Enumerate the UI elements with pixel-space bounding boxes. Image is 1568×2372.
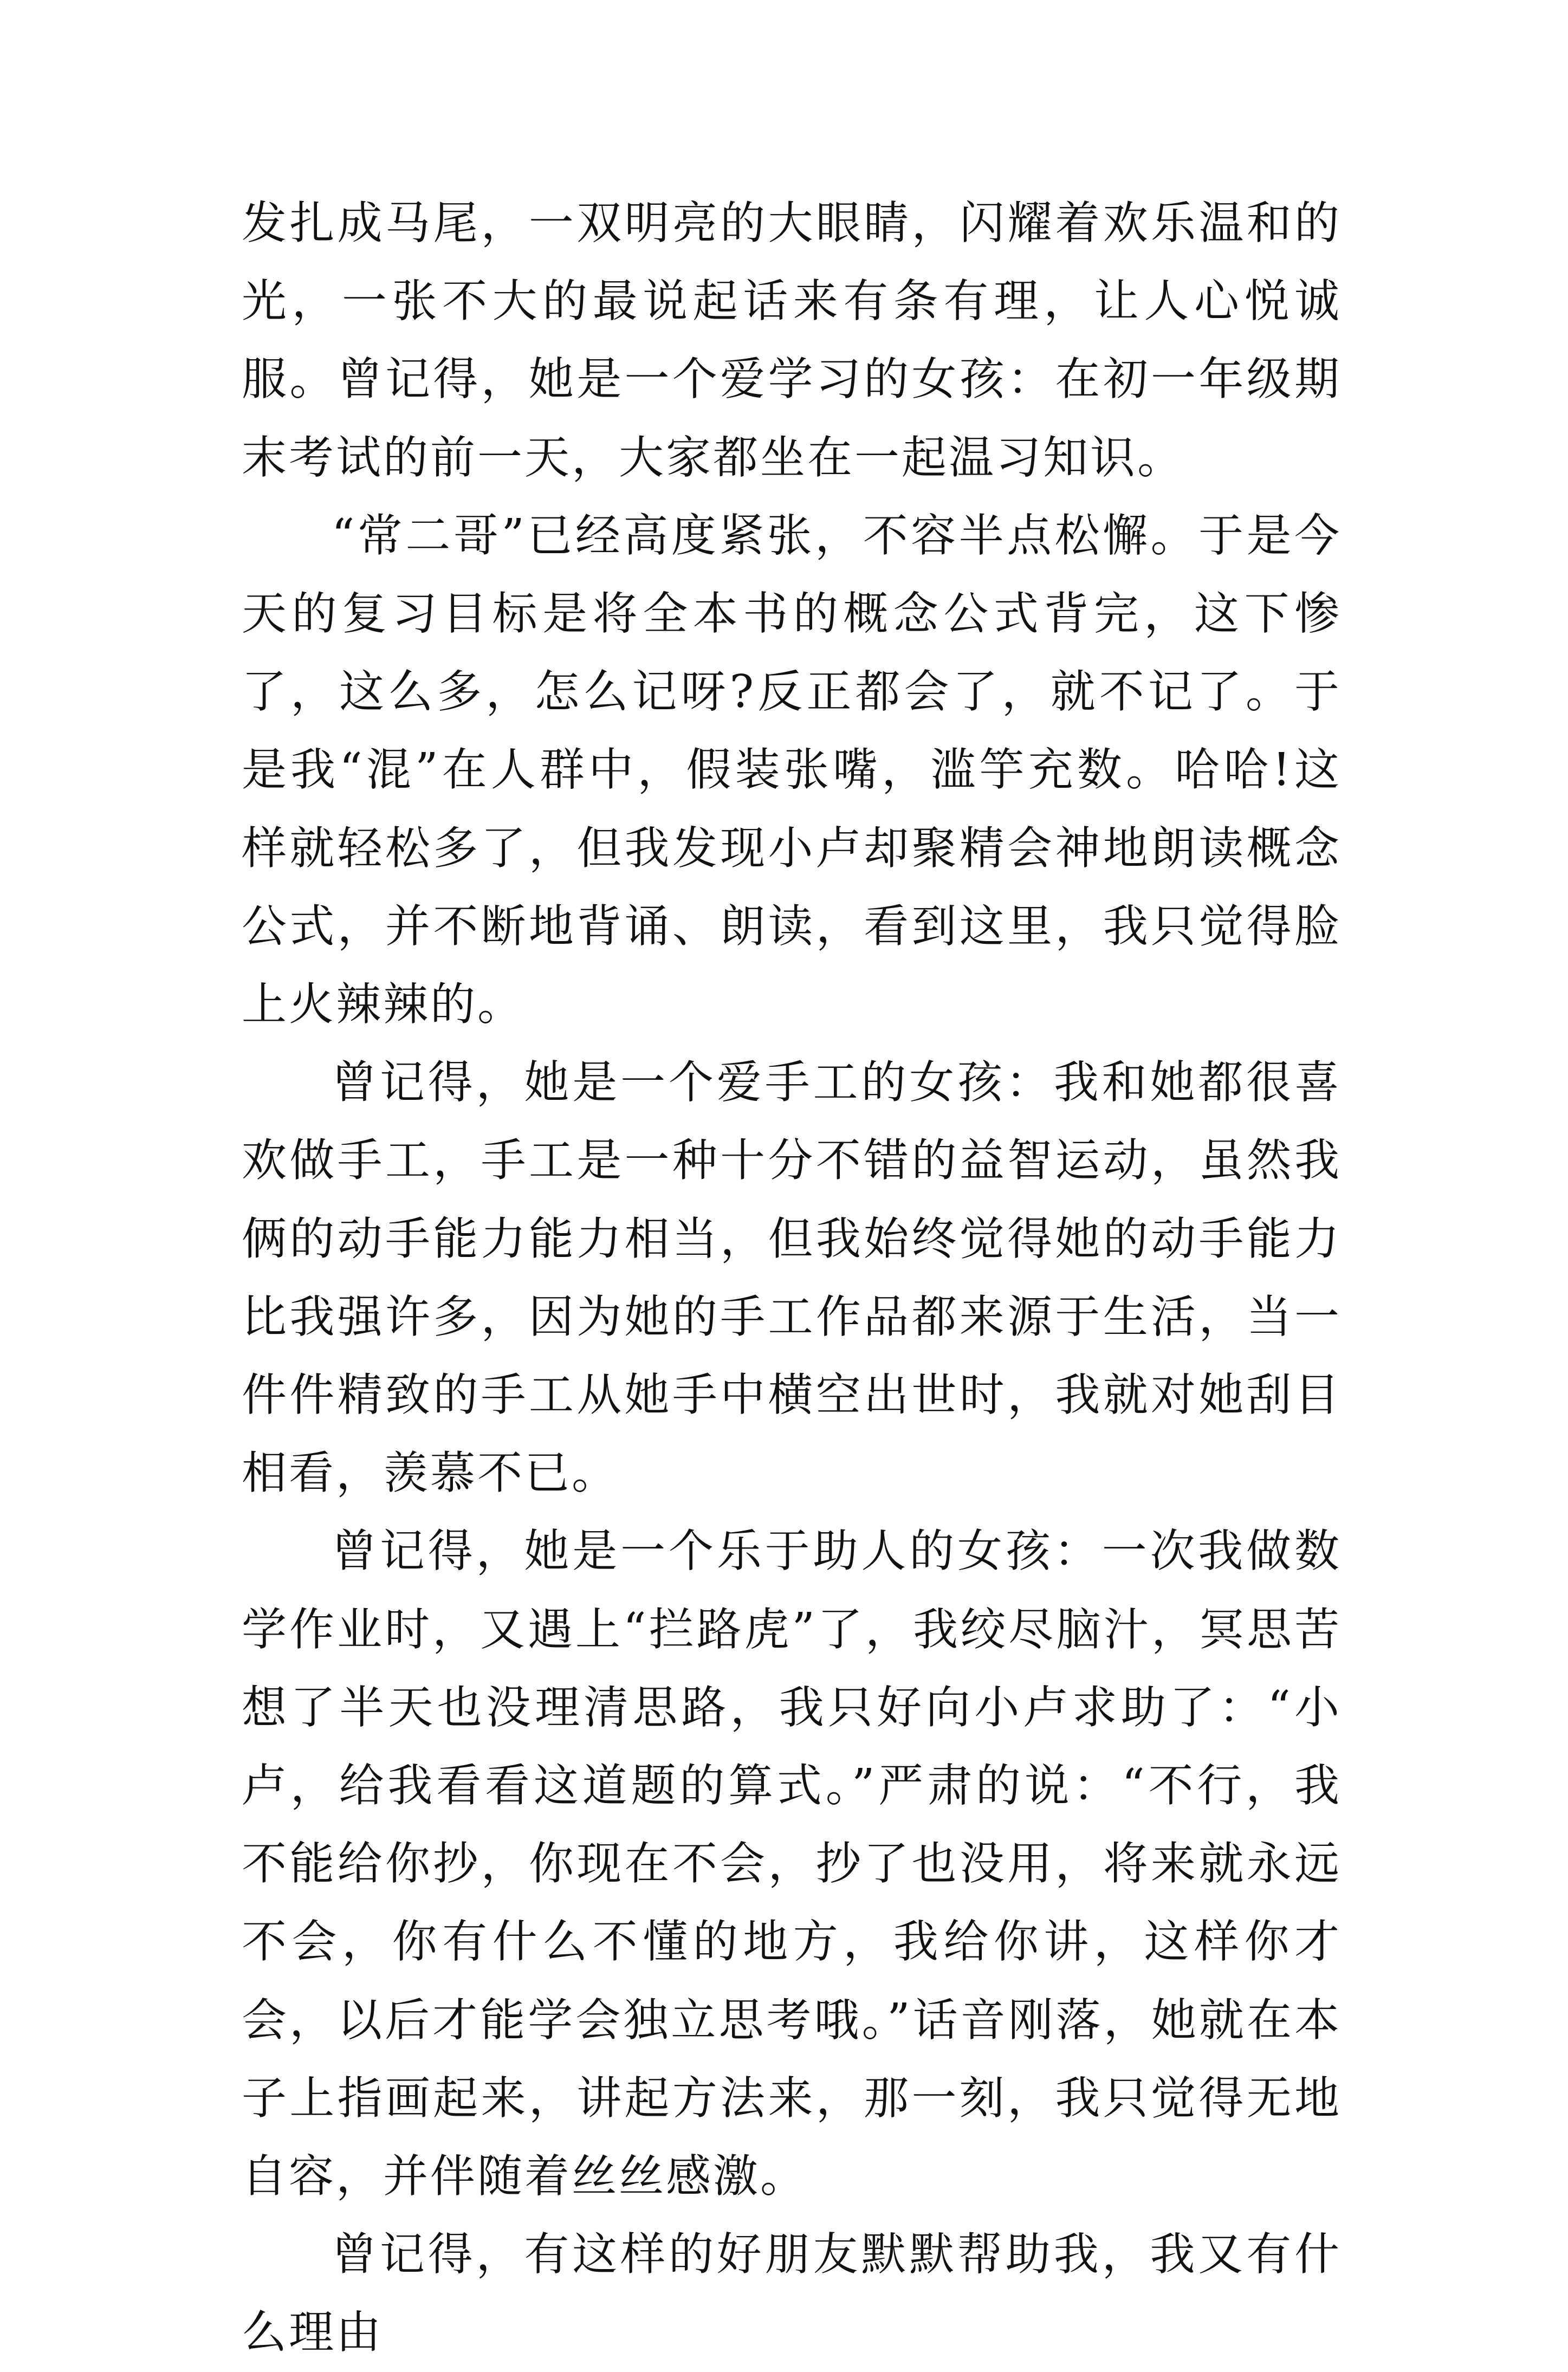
- paragraph-4: 曾记得，她是一个乐于助人的女孩：一次我做数学作业时，又遇上“拦路虎”了，我绞尽脑汁，冥思苦想了半天也没理清思路，我只好向小卢求助了：“小卢，给我看看这道题的算式。”严肃的说：“不行，我不能给你抄，你现在不会，抄了也没用，将来就永远不会，你有什么不懂的地方，我给你讲，这样你才会，以后才能学会独立思考哦。”话音刚落，她就在本子上指画起来，讲起方法来，那一刻，我只觉得无地自容，并伴随着丝丝感激。: [242, 1525, 1342, 2203]
- paragraph-5: 曾记得，有这样的好朋友默默帮助我，我又有什么理由: [242, 2228, 1342, 2359]
- paragraph-1: 发扎成马尾，一双明亮的大眼睛，闪耀着欢乐温和的光，一张不大的最说起话来有条有理，让人心悦诚服。曾记得，她是一个爱学习的女孩：在初一年级期末考试的前一天，大家都坐在一起温习知识。: [242, 197, 1342, 484]
- paragraph-3: 曾记得，她是一个爱手工的女孩：我和她都很喜欢做手工，手工是一种十分不错的益智运动，虽然我俩的动手能力能力相当，但我始终觉得她的动手能力比我强许多，因为她的手工作品都来源于生活，当一件件精致的手工从她手中横空出世时，我就对她刮目相看，羡慕不已。: [242, 1056, 1342, 1500]
- body-text: [242, 184, 1342, 2372]
- paragraph-2: “常二哥”已经高度紧张，不容半点松懈。于是今天的复习目标是将全本书的概念公式背完，这下惨了，这么多，怎么记呀?反正都会了，就不记了。于是我“混”在人群中，假装张嘴，滥竽充数。哈哈!这样就轻松多了，但我发现小卢却聚精会神地朗读概念公式，并不断地背诵、朗读，看到这里，我只觉得脸上火辣辣的。: [242, 509, 1342, 1031]
